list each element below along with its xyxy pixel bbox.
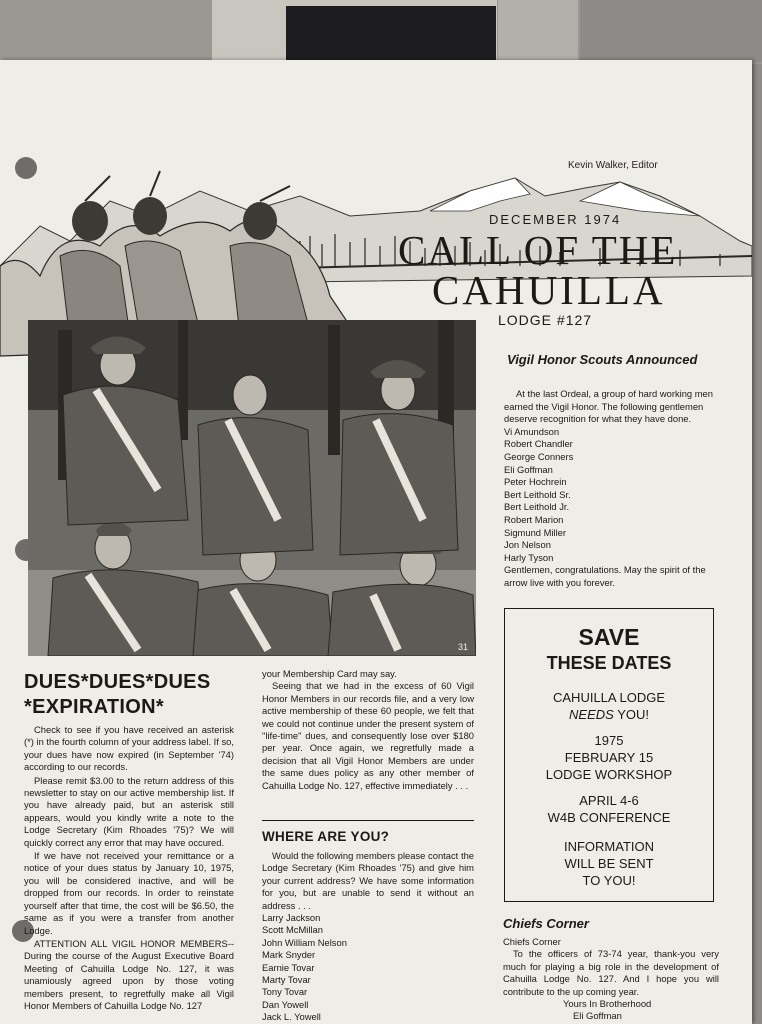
dues-continuation: your Membership Card may say. [262,668,397,679]
vigil-name: Jon Nelson [504,539,551,551]
save-line: WILL BE SENT [564,856,654,871]
missing-member: Mark Snyder [262,949,316,961]
vigil-name: Bert Leithold Jr. [504,501,570,513]
group-photo [28,320,476,656]
save-date: FEBRUARY 15 [564,750,654,765]
dues-heading-line1: DUES*DUES*DUES [24,671,211,693]
save-line [505,706,713,723]
vigil-heading: Vigil Honor Scouts Announced [507,352,698,367]
vigil-name: George Conners [504,450,574,462]
newsletter-title-line2: CAHUILLA [432,267,666,313]
newsletter-title-line1: CALL OF THE [398,227,678,273]
vigil-name: Robert Chandler [504,438,573,450]
save-you: YOU! [613,707,649,722]
photo-corner-mark: 31 [458,642,469,652]
issue-date: DECEMBER 1974 [489,212,622,227]
save-line: CAHUILLA LODGE [553,690,665,705]
save-title: SAVE [578,624,640,650]
dues-heading [24,670,210,720]
scan-artifact [498,0,578,60]
vigil-closing: Gentlemen, congratulations. May the spirit of the arrow live with you forever. [504,564,706,588]
vigil-name: Eli Goffman [504,463,553,475]
missing-member: Marty Tovar [262,974,311,986]
dues-article-continued [262,668,474,792]
scan-artifact [580,0,762,62]
divider [262,820,474,821]
vigil-intro: At the last Ordeal, a group of hard working men earned the Vigil Honor. The following gentlemen deserve recognition for what they have done. [504,388,713,425]
chiefs-article [503,936,719,1023]
where-article [262,850,474,1024]
vigil-name: Bert Leithold Sr. [504,488,571,500]
dues-heading-line2: *EXPIRATION* [24,696,164,718]
vigil-name: Vi Amundson [504,425,560,437]
vigil-name: Harly Tyson [504,551,554,563]
vigil-name: Sigmund Miller [504,526,566,538]
dues-paragraph: Check to see if you have received an asterisk (*) in the fourth column of your address label. If so, your dues have now expired (in September '74) according to our records. [24,724,234,773]
dues-paragraph: ATTENTION ALL VIGIL HONOR MEMBERS-- During the course of the August Executive Board Meeting of Cahuilla Lodge No. 127, it was unamiously agreed upon by those voting members present, to regretfully make all Vigil Honor Members of Cahuilla Lodge No. 127 [24,937,234,1011]
save-the-dates-box [504,608,714,902]
missing-member: Larry Jackson [262,912,321,924]
dues-paragraph: If we have not received your remittance or a notice of your dues status by January 10, 1975, you will be considered inactive, and will be dropped from our records. In order to reinstate yourself after that time, the cost will be $6.50, the same as if you were a transfer from another Lodge. [24,850,234,936]
chiefs-signature: Eli Goffman [573,1010,622,1022]
save-line: INFORMATION [563,839,655,854]
chiefs-signoff: Yours In Brotherhood [563,998,652,1010]
dues-paragraph: Please remit $3.00 to the return address of this newsletter to stay on our active membership list. If you have already paid, but an asterisk still appears, would you kindly write a note to the Lodge Secretary (Kim Rhoades '75)? We will quickly correct any error that may have occured. [24,774,234,848]
save-line: TO YOU! [582,873,636,888]
scan-artifact [286,6,496,60]
save-date: APRIL 4-6 [579,793,639,808]
where-intro: Would the following members please contact the Lodge Secretary (Kim Rhoades '75) and give him your current address? We have some information for you, but are unable to send it without an address . . . [262,850,474,911]
vigil-name: Peter Hochrein [504,476,567,488]
missing-member: Earnie Tovar [262,961,315,973]
lodge-number: LODGE #127 [498,312,593,328]
dues-paragraph: Seeing that we had in the excess of 60 Vigil Honor Members in our records file, and a very low active membership of these 60 people, we felt that we could not continue under the present system of "life-time" dues, and consequently lose over $180 per year. Once again, we regretfully made a decision that all Vigil Honor Members are under the same dues policy as any other member of Cahuilla Lodge No. 127, effective immediately . . . [262,680,474,791]
scanner-background [0,0,762,64]
chiefs-heading: Chiefs Corner [503,916,589,931]
missing-member: Jack L. Yowell [262,1011,321,1023]
save-event: W4B CONFERENCE [547,810,671,825]
dues-article [24,724,234,1013]
missing-member: Dan Yowell [262,998,309,1010]
chiefs-subheading: Chiefs Corner [503,936,561,947]
missing-member: Scott McMillan [262,924,323,936]
vigil-article [504,388,716,590]
save-needs: NEEDS [569,707,614,722]
save-event: LODGE WORKSHOP [545,767,673,782]
where-heading: WHERE ARE YOU? [262,829,390,844]
missing-member: Tony Tovar [262,986,308,998]
save-subtitle: THESE DATES [546,653,672,673]
chiefs-body: To the officers of 73-74 year, thank-you very much for playing a big role in the development of Cahuilla Lodge No. 127. And I hope you will contribute to the up coming year. [503,948,719,997]
save-year: 1975 [594,733,624,748]
editor-credit: Kevin Walker, Editor [568,160,658,171]
newsletter-page [0,60,752,1024]
missing-member: John William Nelson [262,936,347,948]
vigil-name: Robert Marion [504,513,564,525]
